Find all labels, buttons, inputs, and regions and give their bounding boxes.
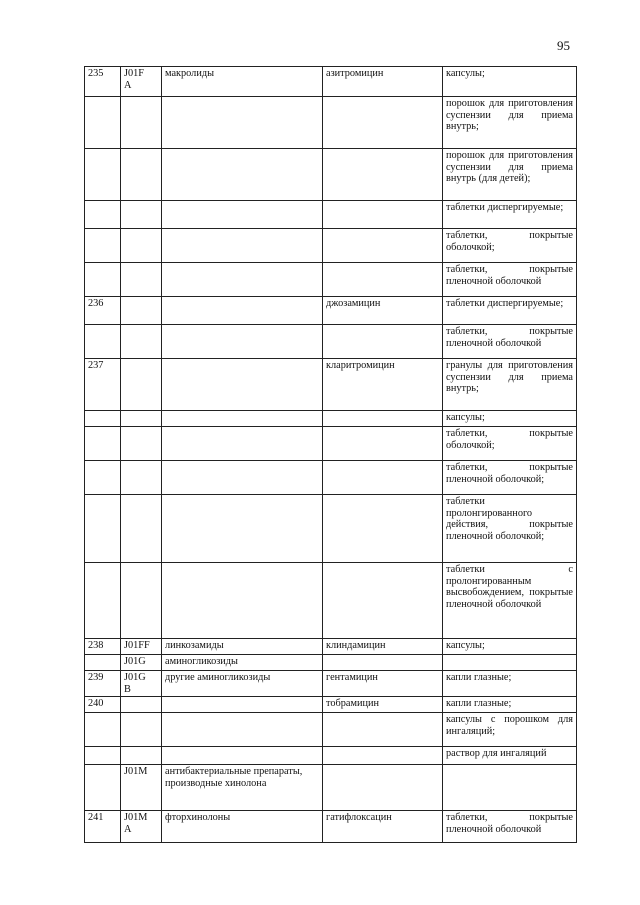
dosage-form-cell: капсулы с порошком для ингаляций; [443,713,577,747]
row-number-cell: 240 [85,697,121,713]
group-name-cell [162,201,323,229]
group-name-cell: другие аминогликозиды [162,671,323,697]
drug-name-cell [323,411,443,427]
drug-name-cell [323,563,443,639]
drug-name-cell: клиндамицин [323,639,443,655]
row-number-cell [85,411,121,427]
atc-code-cell: J01M A [121,811,162,843]
row-number-cell [85,765,121,811]
atc-code-cell [121,325,162,359]
dosage-form-cell [443,655,577,671]
dosage-form-cell: таблетки, покрытые пленочной оболочкой [443,263,577,297]
table-row [85,325,577,359]
drug-name-cell [323,747,443,765]
table-row [85,495,577,563]
group-name-cell [162,325,323,359]
drug-name-cell: гатифлоксацин [323,811,443,843]
group-name-cell [162,461,323,495]
drug-name-cell [323,713,443,747]
atc-code-cell [121,359,162,411]
group-name-cell [162,229,323,263]
group-name-cell [162,411,323,427]
row-number-cell: 239 [85,671,121,697]
group-name-cell [162,427,323,461]
table-row [85,765,577,811]
atc-code-cell: J01FF [121,639,162,655]
row-number-cell [85,563,121,639]
table-row [85,67,577,97]
table-row [85,97,577,149]
table-row [85,359,577,411]
row-number-cell: 238 [85,639,121,655]
atc-code-cell: J01M [121,765,162,811]
atc-code-cell: J01G B [121,671,162,697]
drug-name-cell [323,201,443,229]
row-number-cell [85,713,121,747]
row-number-cell [85,461,121,495]
dosage-form-cell: таблетки, покрытые оболочкой; [443,229,577,263]
drug-name-cell: гентамицин [323,671,443,697]
group-name-cell [162,149,323,201]
drug-name-cell [323,655,443,671]
group-name-cell: аминогликозиды [162,655,323,671]
page-number: 95 [557,38,570,53]
row-number-cell [85,747,121,765]
atc-code-cell: J01G [121,655,162,671]
table-row [85,229,577,263]
atc-code-cell [121,263,162,297]
row-number-cell: 235 [85,67,121,97]
dosage-form-cell: порошок для приготовления суспензии для приема внутрь; [443,97,577,149]
drug-name-cell [323,495,443,563]
group-name-cell [162,747,323,765]
dosage-form-cell: капсулы; [443,67,577,97]
drug-name-cell: кларитромицин [323,359,443,411]
drug-name-cell [323,765,443,811]
group-name-cell [162,97,323,149]
drug-name-cell: тобрамицин [323,697,443,713]
dosage-form-cell: таблетки, покрытые пленочной оболочкой; [443,461,577,495]
atc-code-cell [121,411,162,427]
row-number-cell [85,325,121,359]
group-name-cell: макролиды [162,67,323,97]
atc-code-cell [121,149,162,201]
atc-code-cell [121,713,162,747]
table-row [85,427,577,461]
row-number-cell [85,97,121,149]
dosage-form-cell: раствор для ингаляций [443,747,577,765]
table-row [85,149,577,201]
group-name-cell [162,297,323,325]
row-number-cell [85,263,121,297]
group-name-cell [162,359,323,411]
drug-name-cell: джозамицин [323,297,443,325]
table-row [85,655,577,671]
dosage-form-cell: таблетки пролонгированного действия, покрытые пленочной оболочкой; [443,495,577,563]
drug-name-cell [323,263,443,297]
atc-code-cell [121,495,162,563]
drug-name-cell [323,325,443,359]
dosage-form-cell: капсулы; [443,639,577,655]
group-name-cell [162,697,323,713]
table-row [85,411,577,427]
drug-name-cell [323,97,443,149]
table-row [85,461,577,495]
row-number-cell [85,149,121,201]
dosage-form-cell [443,765,577,811]
atc-code-cell: J01F A [121,67,162,97]
dosage-form-cell: капли глазные; [443,671,577,697]
drug-name-cell [323,427,443,461]
dosage-form-cell: капли глазные; [443,697,577,713]
table-row [85,263,577,297]
atc-code-cell [121,97,162,149]
row-number-cell [85,495,121,563]
atc-code-cell [121,461,162,495]
group-name-cell [162,263,323,297]
dosage-form-cell: капсулы; [443,411,577,427]
atc-code-cell [121,697,162,713]
drug-table [84,66,577,843]
group-name-cell [162,495,323,563]
row-number-cell: 237 [85,359,121,411]
group-name-cell [162,713,323,747]
dosage-form-cell: таблетки диспергируемые; [443,297,577,325]
table-row [85,747,577,765]
dosage-form-cell: таблетки, покрытые оболочкой; [443,427,577,461]
atc-code-cell [121,563,162,639]
table-row [85,201,577,229]
table-row [85,811,577,843]
group-name-cell [162,563,323,639]
drug-name-cell: азитромицин [323,67,443,97]
drug-table-body [85,67,577,843]
dosage-form-cell: таблетки, покрытые пленочной оболочкой [443,325,577,359]
row-number-cell [85,229,121,263]
drug-name-cell [323,229,443,263]
table-row [85,297,577,325]
group-name-cell: линкозамиды [162,639,323,655]
table-row [85,697,577,713]
dosage-form-cell: порошок для приготовления суспензии для приема внутрь (для детей); [443,149,577,201]
atc-code-cell [121,427,162,461]
atc-code-cell [121,229,162,263]
row-number-cell: 241 [85,811,121,843]
table-row [85,639,577,655]
atc-code-cell [121,297,162,325]
dosage-form-cell: таблетки с пролонгированным высвобождением, покрытые пленочной оболочкой [443,563,577,639]
row-number-cell: 236 [85,297,121,325]
drug-name-cell [323,461,443,495]
table-row [85,713,577,747]
dosage-form-cell: таблетки, покрытые пленочной оболочкой [443,811,577,843]
drug-name-cell [323,149,443,201]
atc-code-cell [121,201,162,229]
dosage-form-cell: гранулы для приготовления суспензии для приема внутрь; [443,359,577,411]
table-row [85,563,577,639]
dosage-form-cell: таблетки диспергируемые; [443,201,577,229]
row-number-cell [85,655,121,671]
atc-code-cell [121,747,162,765]
table-row [85,671,577,697]
group-name-cell: фторхинолоны [162,811,323,843]
row-number-cell [85,427,121,461]
group-name-cell: антибактериальные препараты, производные хинолона [162,765,323,811]
row-number-cell [85,201,121,229]
